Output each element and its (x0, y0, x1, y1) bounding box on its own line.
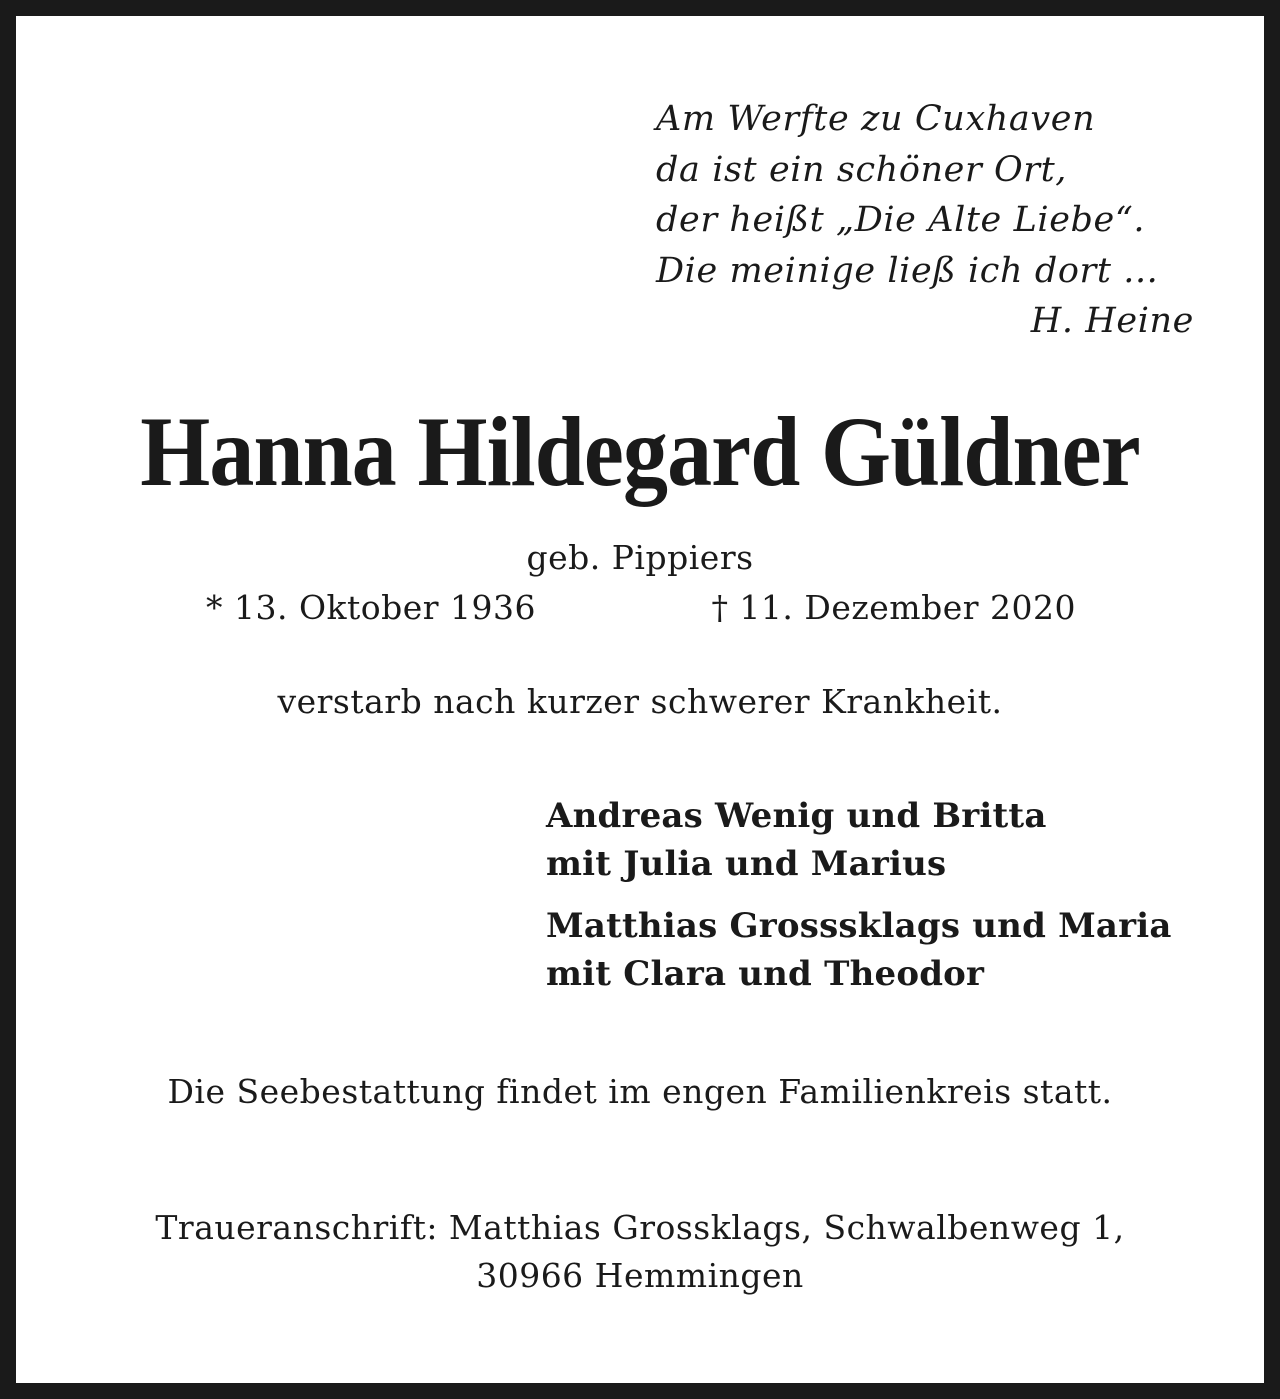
mourner-group (546, 792, 1047, 888)
birth-date: * 13. Oktober 1936 (206, 588, 537, 627)
quote-line: da ist ein schöner Ort, (656, 149, 1068, 190)
mourner-line: Andreas Wenig und Britta (546, 796, 1047, 836)
mourner-line: mit Clara und Theodor (546, 954, 985, 994)
address-line: Traueranschrift: Matthias Grossklags, Schwalbenweg 1, (155, 1208, 1125, 1247)
deceased-name: Hanna Hildegard Güldner (140, 396, 1140, 507)
quote-line: Die meinige ließ ich dort ... (656, 250, 1159, 291)
mourner-line: mit Julia und Marius (546, 844, 947, 884)
quote-line: der heißt „Die Alte Liebe“. (656, 200, 1146, 240)
poem-quote (656, 94, 1194, 347)
address-line: 30966 Hemmingen (476, 1256, 804, 1295)
life-dates (206, 588, 1076, 632)
death-statement: verstarb nach kurzer schwerer Krankheit. (277, 682, 1003, 721)
burial-note: Die Seebestattung findet im engen Familienkreis statt. (167, 1072, 1113, 1111)
mourner-group (546, 902, 1172, 998)
quote-line: Am Werfte zu Cuxhaven (656, 99, 1096, 139)
mourner-line: Matthias Grosssklags und Maria (546, 906, 1172, 946)
death-date: † 11. Dezember 2020 (711, 588, 1076, 627)
maiden-name: geb. Pippiers (526, 538, 754, 577)
mourning-address (88, 1204, 1192, 1300)
quote-author: H. Heine (1030, 301, 1194, 341)
